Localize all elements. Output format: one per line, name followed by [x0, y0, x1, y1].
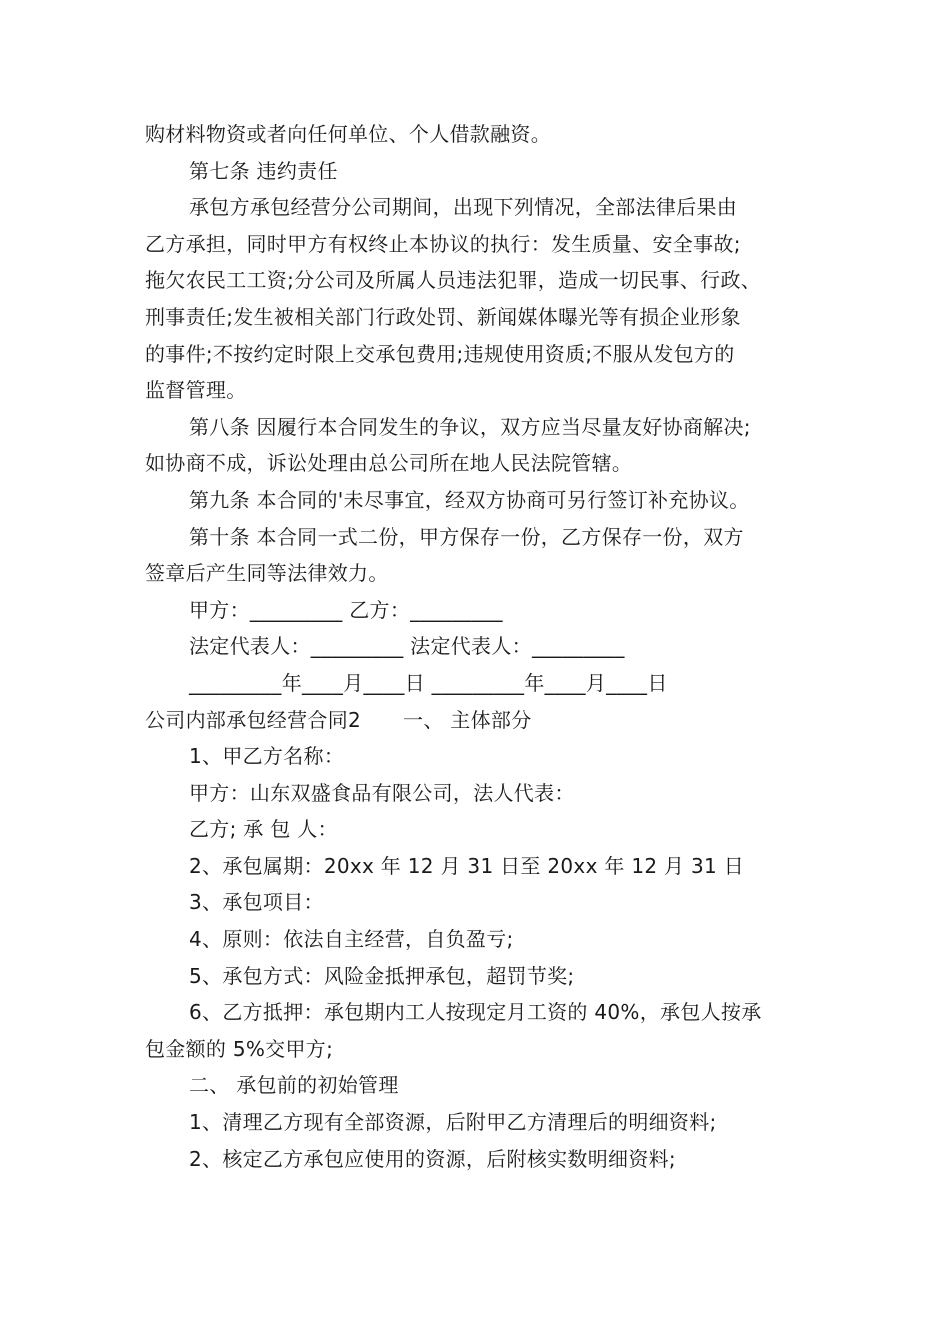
text-line: 承包方承包经营分公司期间，出现下列情况，全部法律后果由 [189, 195, 738, 220]
text-line: 二、 承包前的初始管理 [189, 1073, 399, 1098]
text-line: 拖欠农民工工资;分公司及所属人员违法犯罪，造成一切民事、行政、 [145, 268, 762, 293]
text-line: 第七条 违约责任 [189, 158, 338, 183]
text-line: 乙方; 承 包 人： [189, 817, 338, 842]
text-line: 甲方：山东双盛食品有限公司，法人代表： [189, 780, 575, 805]
text-line: 2、核定乙方承包应使用的资源，后附核实数明细资料; [189, 1146, 676, 1171]
text-line: 刑事责任;发生被相关部门行政处罚、新闻媒体曝光等有损企业形象 [145, 304, 741, 329]
document-page [145, 116, 825, 1177]
text-line: 甲方：_________ 乙方：_________ [189, 597, 503, 622]
text-line: 监督管理。 [145, 378, 247, 403]
contract-body-part1 [145, 116, 825, 702]
text-line: 1、清理乙方现有全部资源，后附甲乙方清理后的明细资料; [189, 1110, 717, 1135]
text-line: 第八条 因履行本合同发生的争议，双方应当尽量友好协商解决; [189, 414, 751, 439]
section-title: 公司内部承包经营合同2 [145, 707, 362, 732]
text-line: 乙方承担，同时甲方有权终止本协议的执行：发生质量、安全事故; [145, 231, 741, 256]
text-line: 法定代表人：_________ 法定代表人：_________ [189, 634, 625, 659]
text-line: 包金额的 5%交甲方; [145, 1036, 334, 1061]
text-line: 签章后产生同等法律效力。 [145, 561, 389, 586]
text-line: 的事件;不按约定时限上交承包费用;违规使用资质;不服从发包方的 [145, 341, 735, 366]
text-line: 4、原则：依法自主经营，自负盈亏; [189, 927, 514, 952]
text-line: 1、甲乙方名称： [189, 744, 345, 769]
text-line: 第十条 本合同一式二份，甲方保存一份，乙方保存一份，双方 [189, 524, 744, 549]
section-subtitle: 一、 主体部分 [403, 707, 532, 732]
text-line: 第九条 本合同的'未尽事宜，经双方协商可另行签订补充协议。 [189, 487, 750, 512]
text-line: 5、承包方式：风险金抵押承包，超罚节奖; [189, 963, 575, 988]
contract-body-part2 [145, 738, 825, 1177]
text-line: 2、承包属期：20xx 年 12 月 31 日至 20xx 年 12 月 31 日 [189, 853, 744, 878]
text-line: 购材料物资或者向任何单位、个人借款融资。 [145, 122, 551, 146]
text-line: 如协商不成，诉讼处理由总公司所在地人民法院管辖。 [145, 451, 633, 476]
text-line: _________年____月____日 _________年____月____日 [189, 670, 668, 695]
section-heading [145, 702, 825, 739]
text-line: 3、承包项目： [189, 890, 324, 915]
text-line: 6、乙方抵押：承包期内工人按现定月工资的 40%，承包人按承 [189, 1000, 762, 1025]
